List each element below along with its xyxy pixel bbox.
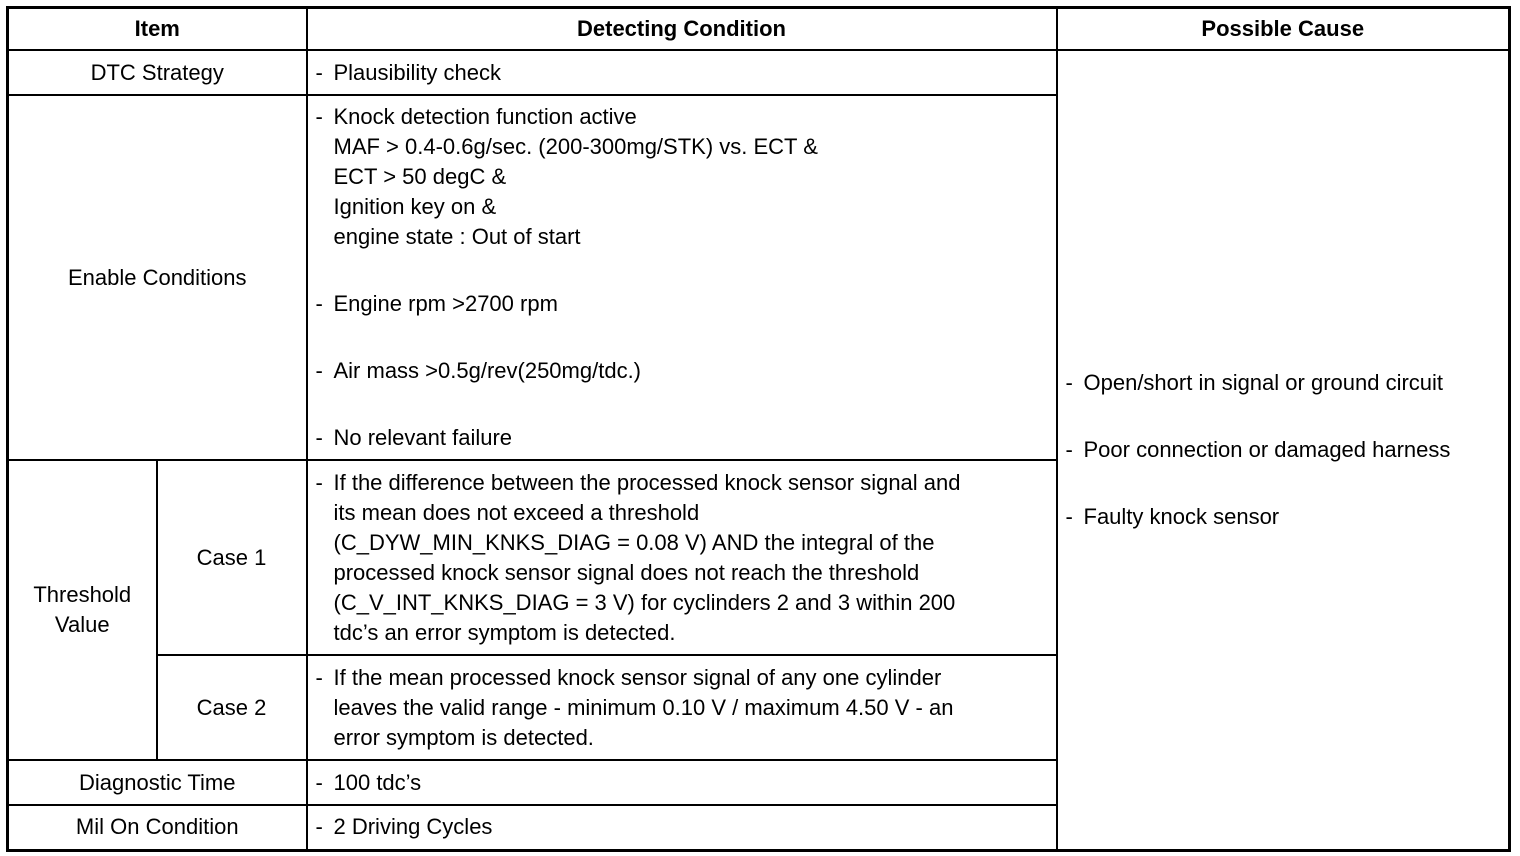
item-dtc-strategy: DTC Strategy [8, 50, 307, 95]
condition-case2: - If the mean processed knock sensor signal of any one cylinder leaves the valid range - minimum 0.10 V / maximum 4.50 V - an error symptom is detected. [307, 655, 1057, 760]
item-enable-conditions: Enable Conditions [8, 95, 307, 460]
header-possible-cause: Possible Cause [1057, 8, 1510, 51]
cause-item: - Poor connection or damaged harness [1065, 436, 1451, 462]
row-dtc-strategy [8, 50, 1510, 95]
item-threshold-value: Threshold Value [8, 460, 157, 760]
item-diagnostic-time: Diagnostic Time [8, 760, 307, 805]
possible-cause-cell [1057, 50, 1510, 850]
condition-enable-conditions: - Knock detection function active MAF > 0.4-0.6g/sec. (200-300mg/STK) vs. ECT & ECT > 50 degC & Ignition key on & engine state : Out of start - Engine rpm >2700 rpm - Air mass >0.5g/rev(250mg/tdc.) - No relevant failure [307, 95, 1057, 460]
bullet-dash: - [315, 59, 323, 85]
case2-label: Case 2 [157, 655, 307, 760]
header-item: Item [8, 8, 307, 51]
cause-item: - Open/short in signal or ground circuit [1065, 369, 1444, 395]
header-detecting-condition: Detecting Condition [307, 8, 1057, 51]
condition-case1: - If the difference between the processed knock sensor signal and its mean does not exceed a threshold (C_DYW_MIN_KNKS_DIAG = 0.08 V) AND the integral of the processed knock sensor signal does not reach the threshold (C_V_INT_KNKS_DIAG = 3 V) for cyclinders 2 and 3 within 200 tdc’s an error symptom is detected. [307, 460, 1057, 655]
case1-label: Case 1 [157, 460, 307, 655]
condition-dtc-strategy: - Plausibility check [307, 50, 1057, 95]
cause-item: - Faulty knock sensor [1065, 503, 1280, 529]
condition-diagnostic-time: - 100 tdc’s [307, 760, 1057, 805]
item-mil-on-condition: Mil On Condition [8, 805, 307, 850]
dtc-table [6, 6, 1511, 852]
header-row [8, 8, 1510, 51]
condition-mil-on-condition: - 2 Driving Cycles [307, 805, 1057, 850]
